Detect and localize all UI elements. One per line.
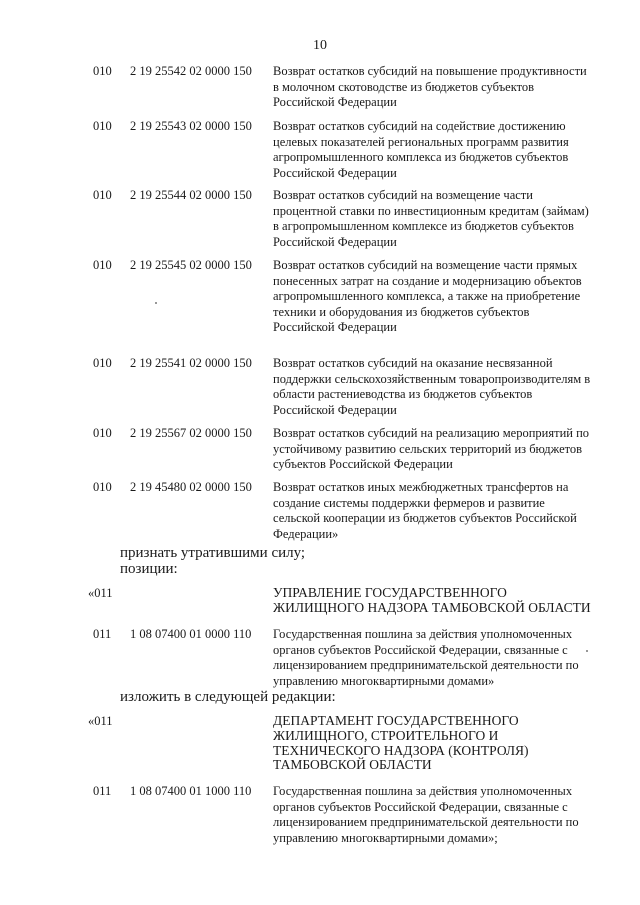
instruction-positions: позиции: bbox=[120, 561, 178, 577]
entry-description: Возврат остатков субсидий на возмещение части прямых понесенных затрат на создание и модернизацию объектов агропромышленного комплекса, а также на приобретение техники и оборудования из бюджетов субъектов Российской Федерации bbox=[273, 258, 582, 335]
admin-code: 010 bbox=[93, 188, 112, 202]
budget-code: 2 19 25544 02 0000 150 bbox=[130, 188, 252, 202]
budget-code: 2 19 25567 02 0000 150 bbox=[130, 426, 252, 440]
admin-code: «011 bbox=[88, 714, 113, 728]
entry-description: Возврат остатков субсидий на повышение продуктивности в молочном скотоводстве из бюджетов субъектов Российской Федерации bbox=[273, 64, 587, 110]
admin-code: 010 bbox=[93, 64, 112, 78]
budget-code: 2 19 25543 02 0000 150 bbox=[130, 119, 252, 133]
entry-description: Возврат остатков субсидий на возмещение части процентной ставки по инвестиционным кредитам (займам) в агропромышленном комплексе из бюджетов субъектов Российской Федерации bbox=[273, 188, 589, 249]
instruction-restate: изложить в следующей редакции: bbox=[120, 689, 336, 705]
entry-description: Возврат остатков иных межбюджетных трансфертов на создание системы поддержки фермеров и развитие сельской кооперации из бюджетов субъектов Российской Федерации» bbox=[273, 480, 577, 541]
admin-code: «011 bbox=[88, 586, 113, 600]
entry-description: Возврат остатков субсидий на реализацию мероприятий по устойчивому развитию сельских территорий из бюджетов субъектов Российской Федерации bbox=[273, 426, 590, 472]
budget-code: 2 19 25542 02 0000 150 bbox=[130, 64, 252, 78]
admin-code: 010 bbox=[93, 426, 112, 440]
entry-description: Возврат остатков субсидий на оказание несвязанной поддержки сельскохозяйственным товаропроизводителям в области растениеводства из бюджетов субъектов Российской Федерации bbox=[273, 356, 591, 417]
scan-speck bbox=[586, 650, 588, 652]
admin-code: 010 bbox=[93, 258, 112, 272]
instruction-invalidate: признать утратившими силу; bbox=[120, 545, 306, 561]
agency-name: УПРАВЛЕНИЕ ГОСУДАРСТВЕННОГО ЖИЛИЩНОГО НАДЗОРА ТАМБОВСКОЙ ОБЛАСТИ bbox=[273, 585, 591, 615]
budget-code: 1 08 07400 01 0000 110 bbox=[130, 627, 252, 641]
admin-code: 011 bbox=[93, 627, 112, 641]
agency-name: ДЕПАРТАМЕНТ ГОСУДАРСТВЕННОГО ЖИЛИЩНОГО, СТРОИТЕЛЬНОГО И ТЕХНИЧЕСКОГО НАДЗОРА (КОНТРОЛЯ) ТАМБОВСКОЙ ОБЛАСТИ bbox=[273, 713, 529, 773]
entry-description: Возврат остатков субсидий на содействие достижению целевых показателей региональных программ развития агропромышленного комплекса из бюджетов субъектов Российской Федерации bbox=[273, 119, 569, 180]
entry-description: Государственная пошлина за действия уполномоченных органов субъектов Российской Федерации, связанные с лицензированием предпринимательской деятельности по управлению многоквартирными домами»; bbox=[273, 784, 579, 845]
admin-code: 011 bbox=[93, 784, 112, 798]
scan-speck bbox=[155, 302, 157, 304]
budget-code: 1 08 07400 01 1000 110 bbox=[130, 784, 252, 798]
admin-code: 010 bbox=[93, 119, 112, 133]
admin-code: 010 bbox=[93, 480, 112, 494]
budget-code: 2 19 25541 02 0000 150 bbox=[130, 356, 252, 370]
budget-code: 2 19 25545 02 0000 150 bbox=[130, 258, 252, 272]
page-number: 10 bbox=[313, 38, 327, 53]
entry-description: Государственная пошлина за действия уполномоченных органов субъектов Российской Федерации, связанные с лицензированием предпринимательской деятельности по управлению многоквартирными домами» bbox=[273, 627, 579, 688]
admin-code: 010 bbox=[93, 356, 112, 370]
budget-code: 2 19 45480 02 0000 150 bbox=[130, 480, 252, 494]
